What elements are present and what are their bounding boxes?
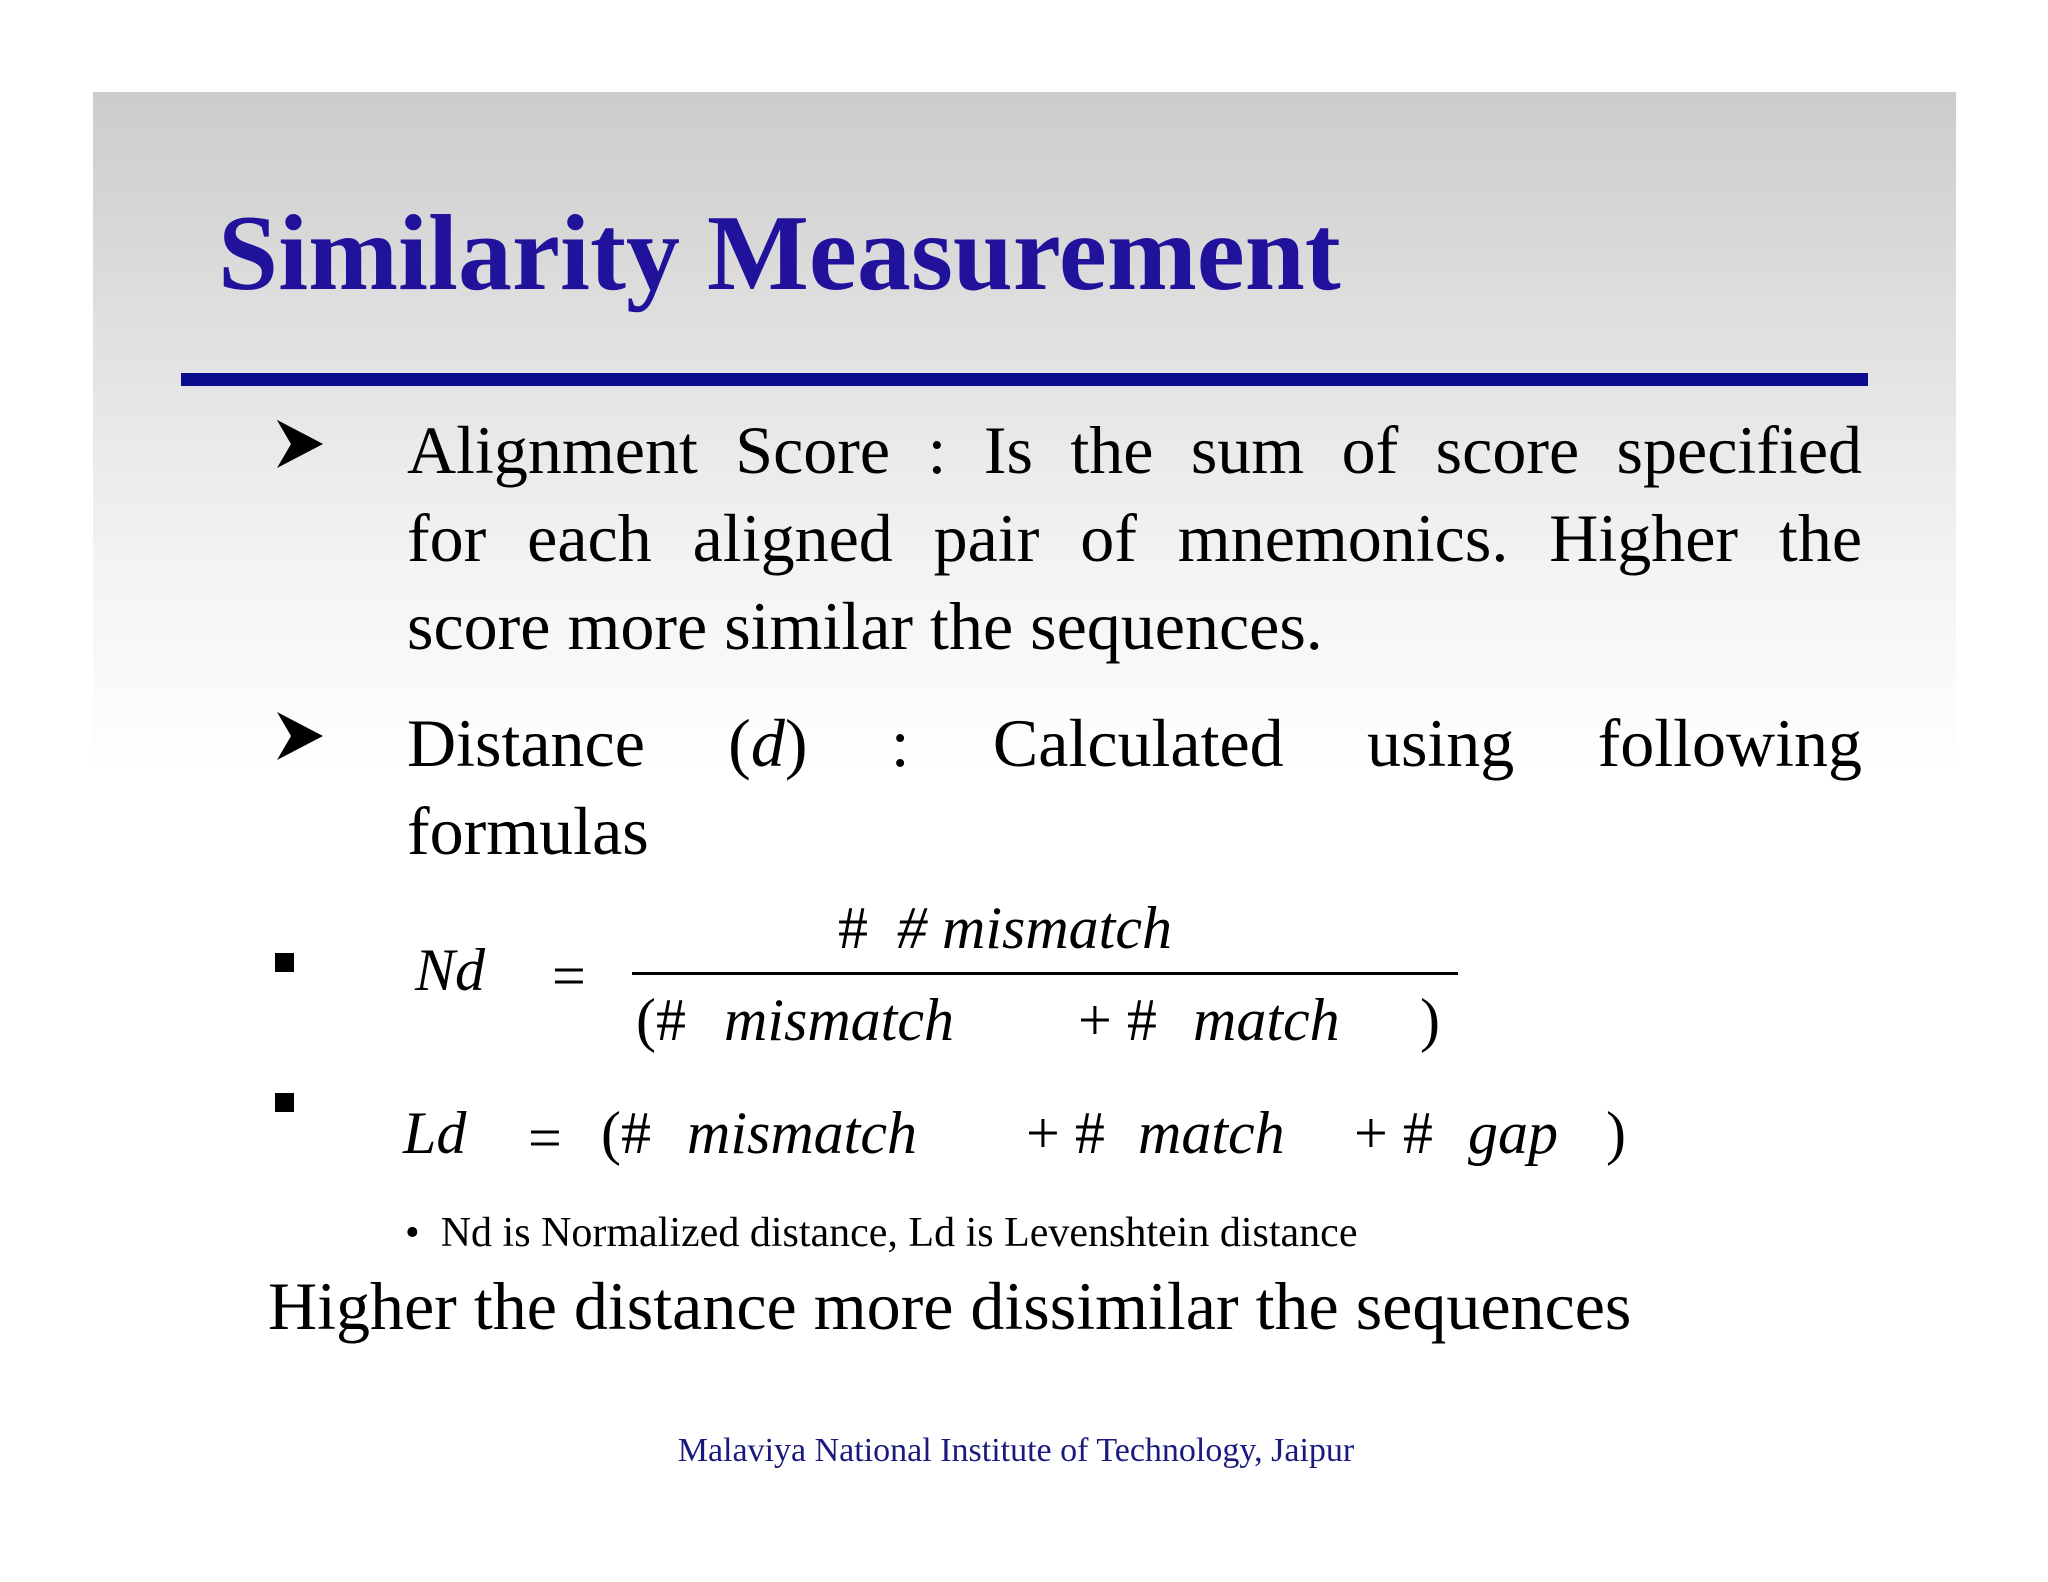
nd-den-open: (#: [636, 987, 686, 1053]
slide-title: Similarity Measurement: [218, 194, 1341, 313]
bullet-line: score more similar the sequences.: [407, 588, 1323, 664]
bullet-line: formulas: [407, 793, 649, 869]
ld-plus-2: + #: [1354, 1100, 1433, 1166]
square-bullet-icon: [275, 1093, 294, 1112]
ld-match: match: [1138, 1100, 1285, 1166]
title-underline: [181, 373, 1868, 386]
nd-den-close: ): [1420, 987, 1440, 1053]
fraction-bar: [632, 972, 1458, 975]
distance-variable: d: [750, 705, 785, 781]
bullet-line: for each aligned pair of mnemonics. Higher the: [407, 500, 1862, 576]
arrow-bullet-icon: [275, 710, 325, 762]
square-bullet-icon: [275, 953, 294, 972]
bullet-distance: [407, 699, 1862, 875]
nd-lhs: Nd: [415, 937, 486, 1003]
ld-lhs: Ld: [403, 1100, 467, 1166]
footer: [0, 1434, 2048, 1468]
nd-den-match: match: [1193, 987, 1340, 1053]
ld-close: ): [1606, 1100, 1626, 1166]
ld-open: (#: [601, 1100, 651, 1166]
institution-name: Malaviya National Institute of Technology, Jaipur: [677, 1432, 1355, 1469]
ld-gap: gap: [1468, 1100, 1558, 1166]
definition-note: [405, 1212, 1357, 1254]
ld-mismatch: mismatch: [687, 1100, 917, 1166]
bullet-alignment-score: [407, 406, 1862, 670]
dot-bullet-icon: •: [405, 1210, 420, 1256]
arrow-bullet-icon: [275, 418, 325, 470]
bullet-line: Alignment Score : Is the sum of score specified: [407, 412, 1862, 488]
bullet-line: Distance (d) : Calculated using following: [407, 705, 1863, 781]
nd-numerator: # mismatch: [897, 895, 1172, 961]
nd-den-mismatch: mismatch: [724, 987, 954, 1053]
conclusion-text: Higher the distance more dissimilar the sequences: [268, 1268, 1632, 1344]
ld-plus-1: + #: [1026, 1100, 1105, 1166]
nd-equals: =: [552, 943, 586, 1009]
nd-numerator-hash: #: [838, 895, 868, 961]
nd-den-plus: + #: [1078, 987, 1157, 1053]
note-text: Nd is Normalized distance, Ld is Levenshtein distance: [440, 1210, 1358, 1256]
ld-equals: =: [528, 1105, 562, 1171]
